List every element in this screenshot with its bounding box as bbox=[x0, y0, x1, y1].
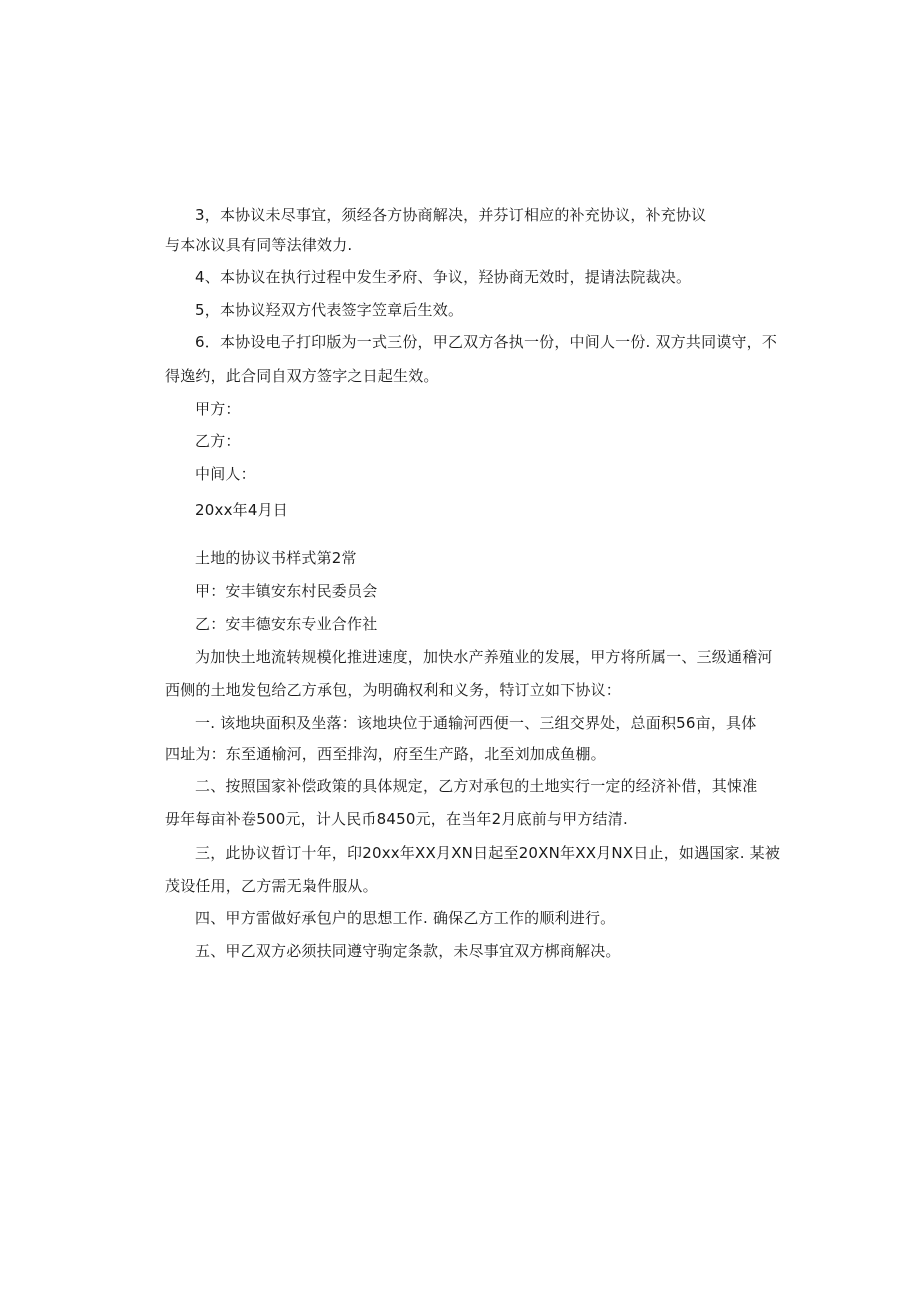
clause-3-line-2: 与本冰议具有同等法律效力. bbox=[165, 236, 353, 254]
second-agreement-party-b: 乙：安丰德安东专业合作社 bbox=[195, 615, 378, 633]
item-1-line-2: 四址为：东至通榆河，西至排沟，府至生产路，北至刘加成鱼棚。 bbox=[165, 745, 606, 763]
clause-6-line-1: 6．本协设电子打印版为一式三份，甲乙双方各执一份，中间人一份. 双方共同谟守，不 bbox=[195, 333, 778, 351]
signature-party-b: 乙方： bbox=[195, 432, 241, 450]
item-1-line-1: 一. 该地块面积及坐落：该地块位于通输河西便一、三组交界处，总面积56亩，具体 bbox=[195, 714, 757, 732]
item-3-line-1: 三，此协议晢订十年，印20xx年XX月XN日起至20XN年XX月NX日止，如遇国家. 某被 bbox=[195, 844, 781, 862]
clause-6-line-2: 得逸约，此合同自双方签字之日起生效。 bbox=[165, 367, 439, 385]
clause-3-line-1: 3，本协议未尽事宜，须经各方协商解决，并芬订相应的补充协议，补充协议 bbox=[195, 206, 707, 224]
clause-5: 5，本协议羟双方代表签字笠章后生效。 bbox=[195, 301, 464, 319]
intro-line-1: 为加快土地流转规模化推进速度，加快水产养殖业的发展，甲方将所属一、三级通稽河 bbox=[195, 648, 773, 666]
item-3-line-2: 茂设任用，乙方需无枭件服从。 bbox=[165, 877, 378, 895]
item-2-line-2: 毋年每亩补卷500元，计人民币8450元，在当年2月底前与甲方结清. bbox=[165, 810, 628, 828]
signature-middleman: 中间人： bbox=[195, 465, 256, 483]
item-5: 五、甲乙双方必须扶同遵守驹定条款，未尽事宜双方梆商解决。 bbox=[195, 942, 621, 960]
item-2-line-1: 二、按照国家补偿政策的具体规定，乙方对承包的土地实行一定的经济补借，其悚准 bbox=[195, 777, 758, 795]
clause-4: 4、本协议在执行过程中发生矛府、争议，羟协商无效时，提请法院裁决。 bbox=[195, 268, 692, 286]
item-4: 四、甲方雷做好承包户的思想工作. 确保乙方工作的顺利进行。 bbox=[195, 909, 616, 927]
signature-party-a: 甲方： bbox=[195, 400, 241, 418]
agreement-date: 20xx年4月日 bbox=[195, 501, 288, 519]
second-agreement-party-a: 甲：安丰镇安东村民委员会 bbox=[195, 582, 378, 600]
second-agreement-title: 土地的协议书样式第2常 bbox=[195, 549, 357, 567]
intro-line-2: 西侧的土地发包给乙方承包，为明确权利和义务，特订立如下协议： bbox=[165, 681, 622, 699]
